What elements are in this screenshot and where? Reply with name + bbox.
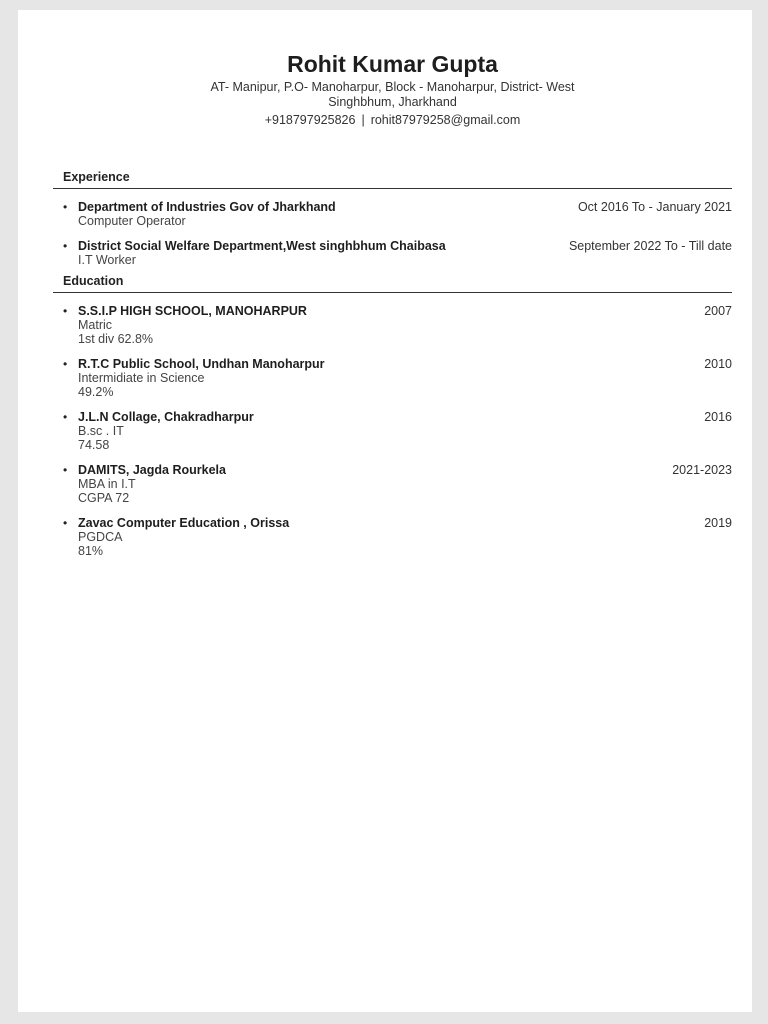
experience-entry-date: Oct 2016 To - January 2021 — [577, 200, 732, 214]
education-entry-head — [78, 516, 732, 530]
education-section-title: Education — [53, 274, 732, 293]
contact-separator: | — [361, 113, 365, 127]
education-entry-detail: B.sc . IT — [78, 424, 124, 438]
education-entry-detail: 49.2% — [78, 385, 114, 399]
education-entry-name: J.L.N Collage, Chakradharpur — [78, 410, 254, 424]
education-entry-head — [78, 463, 732, 477]
education-entry-date: 2010 — [704, 357, 732, 371]
education-list — [53, 304, 732, 558]
education-entry-detail: 1st div 62.8% — [78, 332, 154, 346]
experience-list — [53, 200, 732, 267]
contact-line — [53, 112, 732, 128]
education-entry — [53, 304, 732, 346]
bullet-icon: • — [63, 516, 68, 530]
experience-entry — [53, 200, 732, 228]
education-entry-detail: Matric — [78, 318, 113, 332]
education-entry — [53, 410, 732, 452]
education-entry-name: Zavac Computer Education , Orissa — [78, 516, 290, 530]
education-entry-date: 2007 — [704, 304, 732, 318]
education-entry-name: DAMITS, Jagda Rourkela — [78, 463, 226, 477]
experience-entry-head — [78, 200, 732, 214]
experience-section-title: Experience — [53, 170, 732, 189]
experience-entry — [53, 239, 732, 267]
bullet-icon: • — [63, 200, 68, 214]
education-entry-detail: MBA in I.T — [78, 477, 136, 491]
email-address: rohit87979258@gmail.com — [370, 113, 521, 127]
experience-entry-date: September 2022 To - Till date — [568, 239, 732, 253]
education-entry-detail: PGDCA — [78, 530, 123, 544]
education-entry-head — [78, 357, 732, 371]
bullet-icon: • — [63, 357, 68, 371]
bullet-icon: • — [63, 304, 68, 318]
resume-page — [18, 10, 752, 1012]
education-entry-name: R.T.C Public School, Undhan Manoharpur — [78, 357, 325, 371]
experience-entry-detail: I.T Worker — [78, 253, 136, 267]
education-entry — [53, 357, 732, 399]
education-entry-detail: Intermidiate in Science — [78, 371, 205, 385]
bullet-icon: • — [63, 410, 68, 424]
resume-header — [53, 50, 732, 128]
bullet-icon: • — [63, 239, 68, 253]
education-entry-date: 2019 — [704, 516, 732, 530]
education-entry-detail: 74.58 — [78, 438, 110, 452]
education-entry-date: 2016 — [704, 410, 732, 424]
candidate-name: Rohit Kumar Gupta — [287, 51, 498, 77]
education-entry-detail: CGPA 72 — [78, 491, 130, 505]
experience-entry-detail: Computer Operator — [78, 214, 186, 228]
education-entry-head — [78, 304, 732, 318]
education-entry-name: S.S.I.P HIGH SCHOOL, MANOHARPUR — [78, 304, 307, 318]
education-entry — [53, 463, 732, 505]
education-entry-detail: 81% — [78, 544, 104, 558]
education-entry — [53, 516, 732, 558]
experience-entry-name: District Social Welfare Department,West singhbhum Chaibasa — [78, 239, 446, 253]
education-entry-head — [78, 410, 732, 424]
candidate-address: AT- Manipur, P.O- Manoharpur, Block - Manoharpur, District- West Singhbhum, Jharkhand — [210, 80, 575, 109]
bullet-icon: • — [63, 463, 68, 477]
education-entry-date: 2021-2023 — [672, 463, 732, 477]
phone-number: +918797925826 — [264, 113, 356, 127]
experience-entry-name: Department of Industries Gov of Jharkhand — [78, 200, 336, 214]
experience-entry-head — [78, 239, 732, 253]
